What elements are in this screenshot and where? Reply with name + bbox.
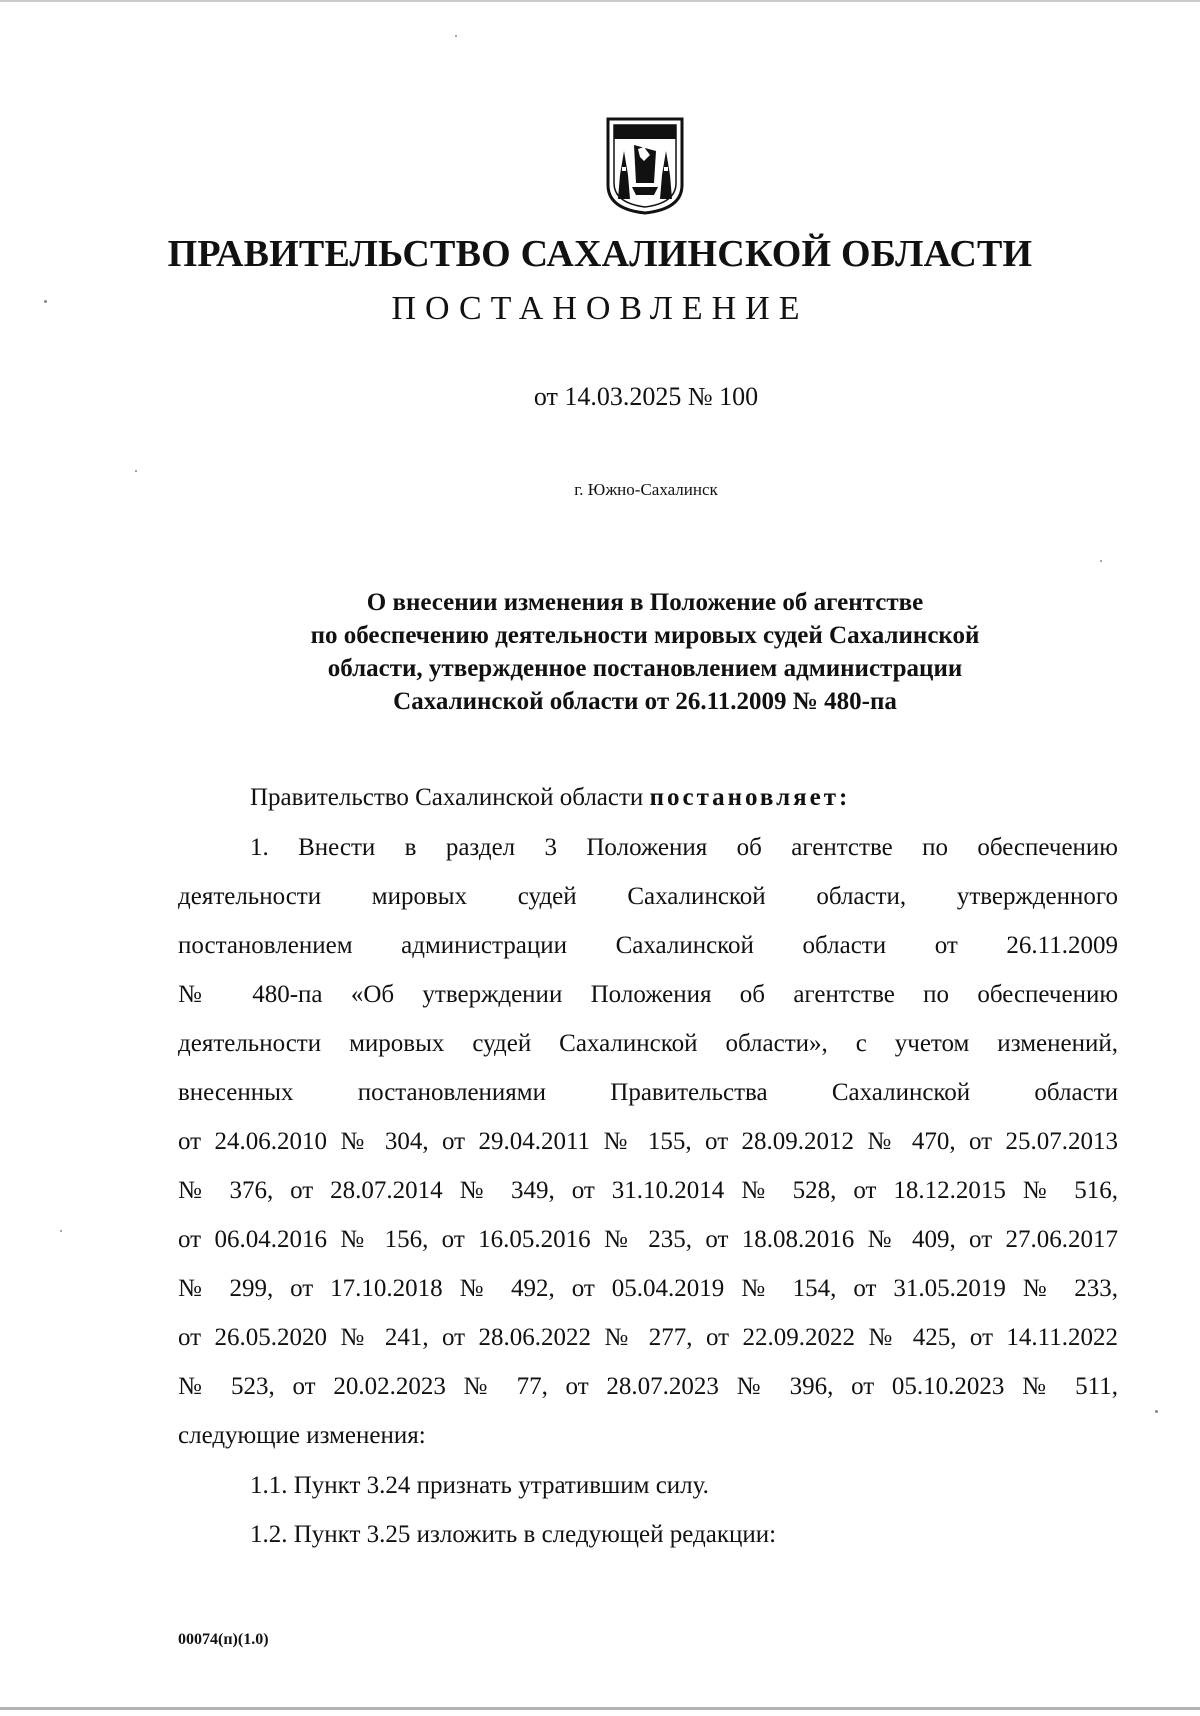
paragraph-line: 1. Внести в раздел 3 Положения об агентстве по обеспечению: [250, 834, 1118, 861]
preamble: [250, 784, 850, 812]
paragraph-line: деятельности мировых судей Сахалинской области», с учетом изменений,: [178, 1030, 1118, 1057]
paragraph-line: от 24.06.2010 № 304, от 29.04.2011 № 155, от 28.09.2012 № 470, от 25.07.2013: [178, 1128, 1118, 1155]
document-date-number: от 14.03.2025 № 100: [533, 382, 759, 411]
scan-edge-top: [0, 0, 1200, 2]
form-code: 00074(п)(1.0): [178, 1631, 269, 1648]
paragraph-line: от 06.04.2016 № 156, от 16.05.2016 № 235, от 18.08.2016 № 409, от 27.06.2017: [178, 1226, 1118, 1253]
document-city: г. Южно-Сахалинск: [574, 480, 718, 499]
paragraph-line: постановлением администрации Сахалинской области от 26.11.2009: [178, 932, 1118, 959]
paragraph-line: № 480-па «Об утверждении Положения об агентстве по обеспечению: [178, 981, 1118, 1008]
sakhalin-coat-of-arms-icon: [598, 115, 692, 215]
subject-line: О внесении изменения в Положение об агентстве: [366, 589, 924, 616]
paragraph-line: внесенных постановлениями Правительства Сахалинской области: [178, 1079, 1118, 1106]
scan-speck: [135, 470, 137, 472]
scan-speck: [44, 300, 47, 303]
paragraph-line: от 26.05.2020 № 241, от 28.06.2022 № 277, от 22.09.2022 № 425, от 14.11.2022: [178, 1324, 1118, 1351]
scan-speck: [455, 35, 457, 37]
paragraph-line: № 523, от 20.02.2023 № 77, от 28.07.2023 № 396, от 05.10.2023 № 511,: [178, 1373, 1118, 1400]
preamble-text: Правительство Сахалинской области: [250, 784, 650, 811]
subject-line: области, утвержденное постановлением администрации: [327, 655, 963, 682]
paragraph-line: деятельности мировых судей Сахалинской области, утвержденного: [178, 883, 1118, 910]
government-title: ПРАВИТЕЛЬСТВО САХАЛИНСКОЙ ОБЛАСТИ: [167, 233, 1033, 275]
scan-speck: [60, 1230, 62, 1232]
preamble-resolves: постановляет:: [649, 784, 851, 811]
document-type: ПОСТАНОВЛЕНИЕ: [391, 290, 809, 327]
subject-line: по обеспечению деятельности мировых судей Сахалинской: [310, 622, 980, 649]
item-1-1: 1.1. Пункт 3.24 признать утратившим силу.: [250, 1472, 709, 1499]
paragraph-line: № 376, от 28.07.2014 № 349, от 31.10.2014 № 528, от 18.12.2015 № 516,: [178, 1177, 1118, 1204]
item-1-2: 1.2. Пункт 3.25 изложить в следующей редакции:: [250, 1521, 777, 1548]
paragraph-line: следующие изменения:: [178, 1422, 426, 1449]
scan-speck: [1100, 560, 1102, 562]
paragraph-line: № 299, от 17.10.2018 № 492, от 05.04.2019 № 154, от 31.05.2019 № 233,: [178, 1275, 1118, 1302]
document-subject: [180, 586, 1110, 718]
subject-line: Сахалинской области от 26.11.2009 № 480-па: [393, 688, 897, 715]
scan-edge-bottom: [0, 1707, 1200, 1710]
scan-speck: [1155, 1410, 1158, 1413]
